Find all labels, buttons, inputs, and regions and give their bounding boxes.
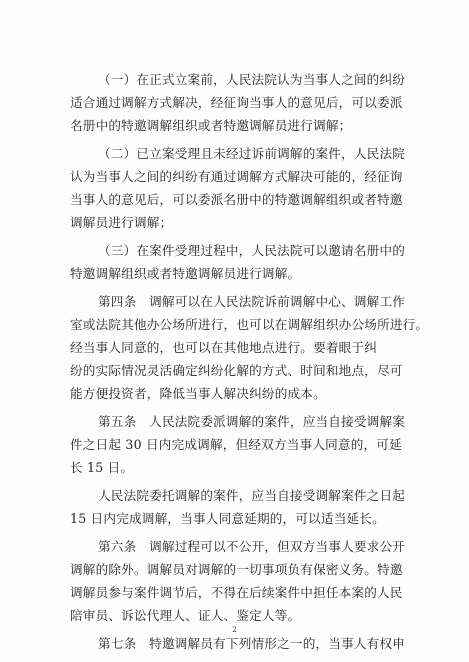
page-number: 2 bbox=[232, 626, 237, 634]
text-line: 当事人的意见后，可以委派名册中的特邀调解组织或者特邀 bbox=[70, 192, 403, 207]
text-line: 调解员参与案件调节后，不得在后续案件中担任本案的人民 bbox=[70, 585, 403, 600]
text-line: 15 日内完成调解，当事人同意延期的，可以适当延长。 bbox=[70, 511, 385, 526]
text-line: （二）已立案受理且未经过诉前调解的案件，人民法院 bbox=[98, 146, 406, 161]
text-line: 陪审员、诉讼代理人、证人、鉴定人等。 bbox=[70, 608, 301, 623]
text-line: 经当事人同意的，也可以在其他地点进行。要着眼于纠 bbox=[70, 340, 378, 355]
text-line: 认为当事人之间的纠纷有通过调解方式解决可能的，经征询 bbox=[70, 169, 403, 184]
text-line: 长 15 日。 bbox=[70, 460, 134, 475]
text-line: 纷的实际情况灵活确定纠纷化解的方式、时间和地点，尽可 bbox=[70, 363, 403, 378]
article-4-heading-line: 第四条 调解可以在人民法院诉前调解中心、调解工作 bbox=[98, 294, 406, 309]
article-5-heading-line: 第五条 人民法院委派调解的案件，应当自接受调解案 bbox=[98, 414, 406, 429]
text-line: 适合通过调解方式解决，经征询当事人的意见后，可以委派 bbox=[70, 95, 403, 110]
text-line: 名册中的特邀调解组织或者特邀调解员进行调解； bbox=[70, 118, 352, 133]
text-line: 人民法院委托调解的案件，应当自接受调解案件之日起 bbox=[98, 488, 406, 503]
text-line: （一）在正式立案前，人民法院认为当事人之间的纠纷 bbox=[98, 72, 406, 87]
text-line: 室或法院其他办公场所进行，也可以在调解组织办公场所进行。 bbox=[70, 317, 429, 332]
article-6-heading-line: 第六条 调解过程可以不公开，但双方当事人要求公开 bbox=[98, 539, 406, 554]
text-line: （三）在案件受理过程中，人民法院可以邀请名册中的 bbox=[98, 243, 406, 258]
text-line: 件之日起 30 日内完成调解，但经双方当事人同意的，可延 bbox=[70, 437, 402, 452]
text-line: 调解的除外。调解员对调解的一切事项负有保密义务。特邀 bbox=[70, 562, 403, 577]
text-line: 调解员进行调解； bbox=[70, 215, 173, 230]
article-7-heading-line: 第七条 特邀调解员有下列情形之一的，当事人有权申 bbox=[98, 636, 406, 651]
text-line: 特邀调解组织或者特邀调解员进行调解。 bbox=[70, 266, 301, 281]
text-line: 能方便投资者，降低当事人解决纠纷的成本。 bbox=[70, 386, 326, 401]
